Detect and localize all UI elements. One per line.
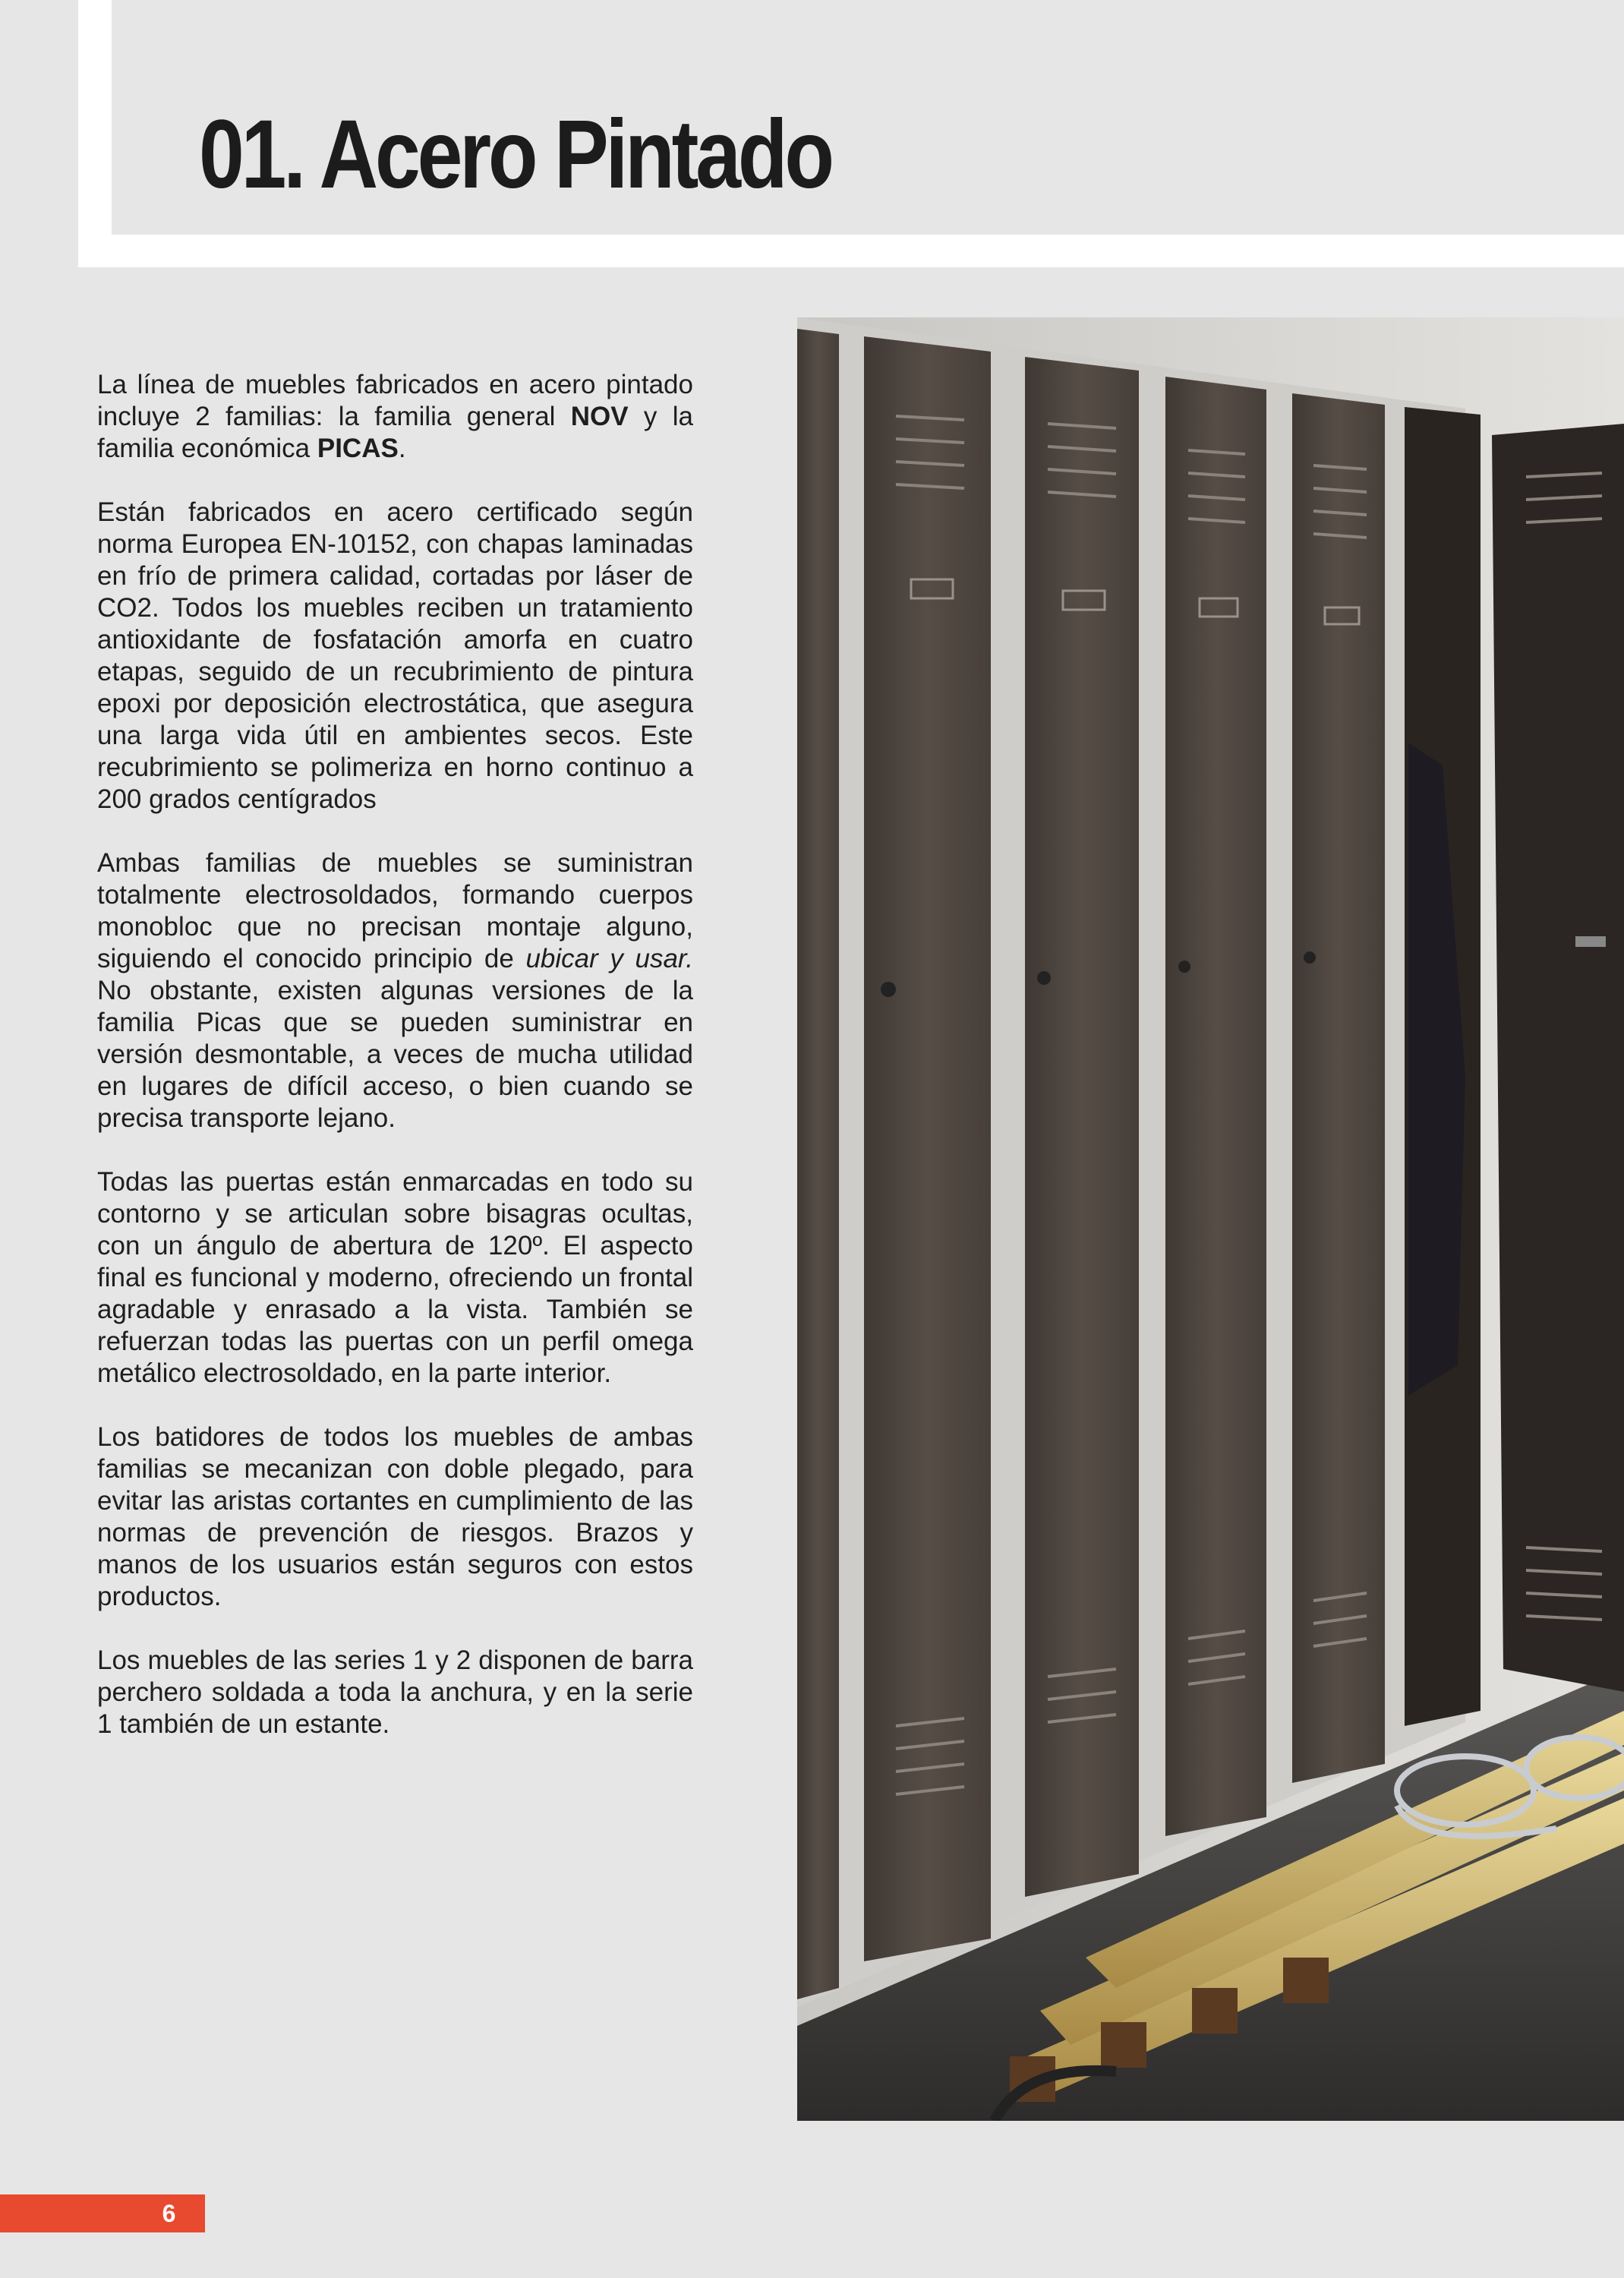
paragraph-text: Los batidores de todos los muebles de ambas familias se mecanizan con doble plegado, para evitar las aristas cortantes en cumplimiento de las normas de prevención de riesgos. Brazos y manos de los usuarios están seguros con estos productos. [97, 1422, 693, 1611]
paragraph-text: . [398, 434, 406, 463]
locker-photo [797, 317, 1624, 2121]
body-paragraph [97, 847, 693, 1134]
body-paragraph [97, 1421, 693, 1613]
locker-room-illustration [797, 317, 1624, 2121]
paragraph-text: Están fabricados en acero certificado según norma Europea EN-10152, con chapas laminadas en frío de primera calidad, cortadas por láser de CO2. Todos los muebles reciben un tratamiento antioxidante de fosfatación amorfa en cuatro etapas, seguido de un recubrimiento de pintura epoxi por deposición electrostática, que asegura una larga vida útil en ambientes secos. Este recubrimiento se polimeriza en horno continuo a 200 grados centígrados [97, 497, 693, 814]
page-title: 01. Acero Pintado [199, 100, 831, 209]
body-paragraph [97, 369, 693, 465]
body-paragraph [97, 497, 693, 816]
body-paragraph [97, 1166, 693, 1390]
paragraph-text: La línea de muebles fabricados en acero pintado incluye 2 familias: la familia general [97, 370, 693, 431]
paragraph-text: Todas las puertas están enmarcadas en todo su contorno y se articulan sobre bisagras ocultas, con un ángulo de abertura de 120º. El aspecto final es funcional y moderno, ofreciendo un frontal agradable y enrasado a la vista. También se refuerzan todas las puertas con un perfil omega metálico electrosoldado, en la parte interior. [97, 1167, 693, 1388]
italic-text: ubicar y usar. [525, 944, 693, 973]
body-text [97, 369, 693, 1772]
paragraph-text: y la familia económica [97, 402, 693, 463]
paragraph-text: Los muebles de las series 1 y 2 disponen de barra perchero soldada a toda la anchura, y en la serie 1 también de un estante. [97, 1645, 693, 1739]
paragraph-text: Ambas familias de muebles se suministran totalmente electrosoldados, formando cuerpos monobloc que no precisan montaje alguno, siguiendo el conocido principio de [97, 848, 693, 973]
body-paragraph [97, 1645, 693, 1740]
paragraph-text: No obstante, existen algunas versiones de la familia Picas que se pueden suministrar en versión desmontable, a veces de mucha utilidad en lugares de difícil acceso, o bien cuando se precisa transporte lejano. [97, 976, 693, 1133]
bold-text: PICAS [317, 434, 399, 463]
bold-text: NOV [570, 402, 629, 431]
page-number: 6 [162, 2200, 176, 2227]
